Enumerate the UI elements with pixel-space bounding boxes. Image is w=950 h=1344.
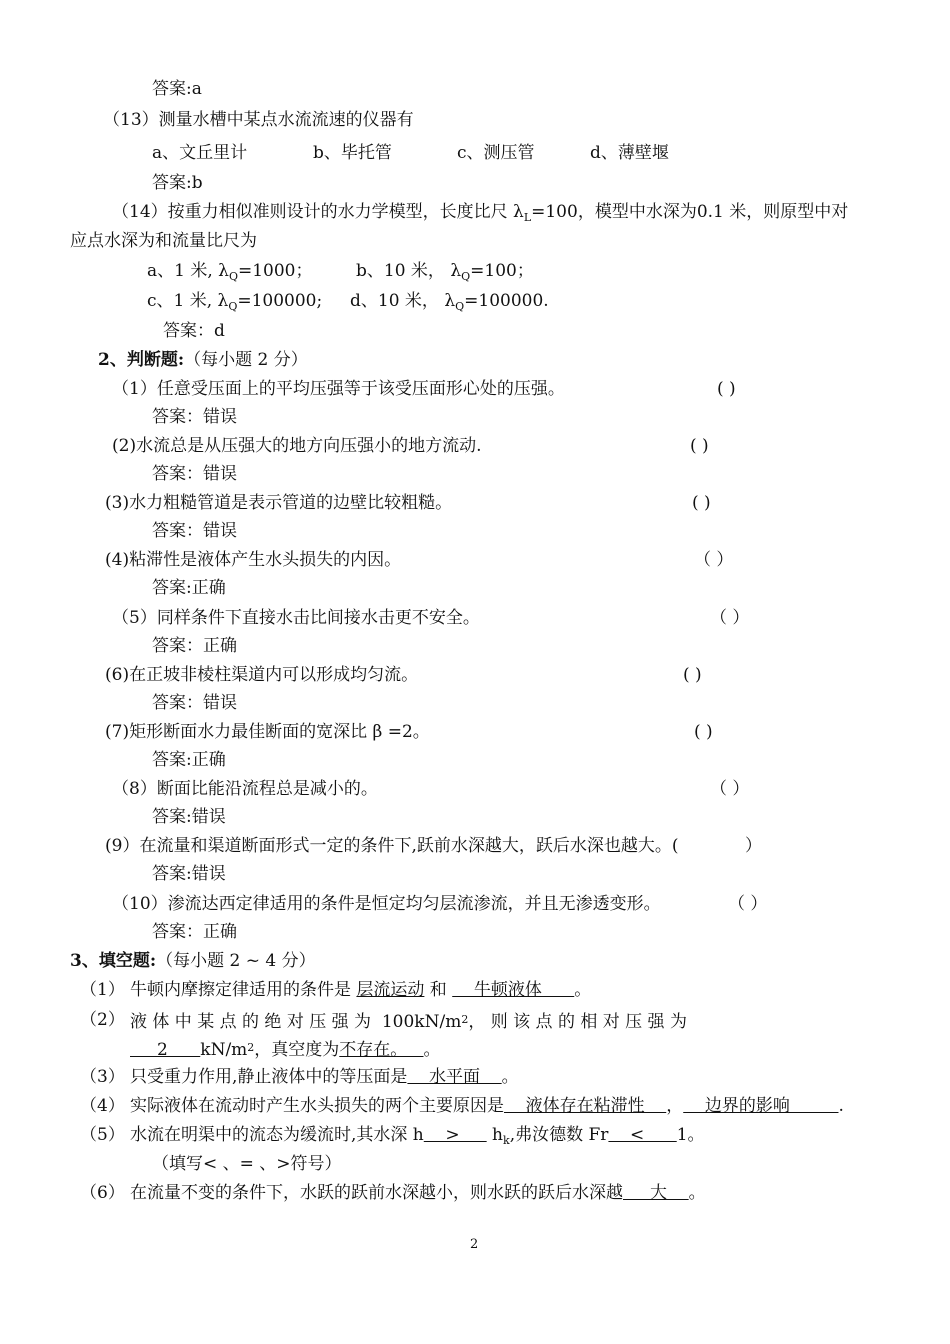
q14-option-a bbox=[147, 260, 312, 288]
section3-title: 3、填空题: bbox=[70, 951, 157, 971]
q13-stem: （13）测量水槽中某点水流流速的仪器有 bbox=[103, 110, 414, 130]
judge-item-paren: ( ) bbox=[694, 722, 713, 742]
section2-title: 2、判断题: bbox=[98, 350, 185, 370]
fill-answer: < bbox=[608, 1125, 677, 1145]
fill-answer: 大 bbox=[623, 1183, 689, 1203]
fill-subscript: k bbox=[503, 1134, 510, 1147]
fill-text: ，真空度为 bbox=[254, 1040, 340, 1060]
fill-item-2-line2 bbox=[130, 1037, 441, 1061]
q14-stem-part1: （14）按重力相似准则设计的水力学模型，长度比尺 λ bbox=[112, 202, 524, 222]
q14-option-c-post: =100000; bbox=[237, 291, 323, 311]
judge-item-paren: （ ） bbox=[710, 779, 750, 799]
q14-stem-part2: =100，模型中水深为0.1 米，则原型中对 bbox=[531, 202, 849, 222]
judge-item-paren: ( ) bbox=[692, 493, 711, 513]
judge-item-paren: ( ) bbox=[717, 379, 736, 399]
fill-answer: 2 bbox=[130, 1040, 201, 1060]
judge-item-answer: 答案：正确 bbox=[152, 636, 237, 656]
q13-option-d: d、薄壁堰 bbox=[590, 143, 669, 163]
q14-option-d bbox=[350, 290, 549, 318]
q13-answer: 答案:b bbox=[152, 173, 203, 193]
judge-item-answer: 答案：错误 bbox=[152, 407, 237, 427]
judge-item-answer: 答案：错误 bbox=[152, 521, 237, 541]
judge-item-answer: 答案:正确 bbox=[152, 750, 226, 770]
q13-option-b: b、毕托管 bbox=[313, 143, 392, 163]
fill-superscript: 2 bbox=[461, 1013, 469, 1026]
fill-text: h bbox=[486, 1125, 504, 1145]
fill-text: ， 则 该 点 的 相 对 压 强 为 bbox=[468, 1012, 687, 1032]
q12-answer: 答案:a bbox=[152, 79, 202, 99]
section2-note: （每小题 2 分） bbox=[184, 350, 308, 370]
fill-text: ,弗汝德数 Fr bbox=[509, 1125, 609, 1145]
fill-text: 。 bbox=[423, 1040, 441, 1060]
judge-item-text: （1）任意受压面上的平均压强等于该受压面形心处的压强。 bbox=[112, 379, 565, 399]
judge-item-answer: 答案：错误 bbox=[152, 693, 237, 713]
page-number: 2 bbox=[470, 1237, 479, 1252]
judge-item-paren: ( ) bbox=[683, 665, 702, 685]
judge-item-text: (6)在正坡非棱柱渠道内可以形成均匀流。 bbox=[105, 665, 419, 685]
q14-option-c-pre: c、1 米, λ bbox=[147, 291, 229, 311]
fill-text: 液 体 中 某 点 的 绝 对 压 强 为 100kN/m bbox=[130, 1012, 462, 1032]
fill-item-3 bbox=[130, 1066, 519, 1088]
judge-item-paren: （ ） bbox=[728, 894, 768, 914]
q14-option-b-post: =100； bbox=[470, 261, 534, 281]
fill-text: kN/m bbox=[200, 1040, 248, 1060]
fill-answer: 边界的影响 bbox=[683, 1096, 839, 1116]
q13-option-c: c、测压管 bbox=[457, 143, 535, 163]
fill-item-6 bbox=[130, 1182, 706, 1204]
judge-item-answer: 答案:正确 bbox=[152, 578, 226, 598]
judge-item-text: (4)粘滞性是液体产生水头损失的内因。 bbox=[105, 550, 402, 570]
q14-option-d-sub: Q bbox=[455, 300, 465, 313]
section3-heading bbox=[70, 950, 316, 972]
judge-item-paren: ） bbox=[745, 836, 762, 856]
q14-option-c bbox=[147, 290, 322, 318]
fill-text: 只受重力作用,静止液体中的等压面是 bbox=[130, 1067, 408, 1087]
judge-item-paren: （ ） bbox=[694, 550, 734, 570]
judge-item-text: (2)水流总是从压强大的地方向压强小的地方流动. bbox=[112, 436, 482, 456]
judge-item-text: (7)矩形断面水力最佳断面的宽深比 β =2。 bbox=[105, 722, 430, 742]
fill-item-4 bbox=[130, 1095, 844, 1117]
q14-stem-subscript: L bbox=[523, 211, 532, 224]
q14-option-d-post: =100000. bbox=[464, 291, 549, 311]
fill-text: ， bbox=[666, 1096, 684, 1116]
fill-text: 1。 bbox=[676, 1125, 705, 1145]
fill-text: 实际液体在流动时产生水头损失的两个主要原因是 bbox=[130, 1096, 504, 1116]
fill-text: 和 bbox=[424, 980, 453, 1000]
fill-text: 水流在明渠中的流态为缓流时,其水深 h bbox=[130, 1125, 424, 1145]
judge-item-answer: 答案：错误 bbox=[152, 464, 237, 484]
judge-item-paren: （ ） bbox=[710, 608, 750, 628]
judge-item-answer: 答案：正确 bbox=[152, 922, 237, 942]
fill-text: 。 bbox=[688, 1183, 706, 1203]
fill-item-5-hint: （填写< 、= 、>符号） bbox=[152, 1154, 342, 1174]
judge-item-answer: 答案:错误 bbox=[152, 807, 226, 827]
q14-stem-continued: 应点水深为和流量比尺为 bbox=[70, 231, 257, 251]
fill-item-number: （4） bbox=[80, 1096, 125, 1116]
fill-text: 在流量不变的条件下，水跃的跃前水深越小，则水跃的跃后水深越 bbox=[130, 1183, 623, 1203]
fill-item-1 bbox=[130, 979, 591, 1001]
section2-heading bbox=[98, 349, 308, 371]
fill-text: . bbox=[838, 1096, 844, 1116]
fill-item-number: （6） bbox=[80, 1183, 125, 1203]
q14-option-a-post: =1000； bbox=[237, 261, 313, 281]
judge-item-text: （5）同样条件下直接水击比间接水击更不安全。 bbox=[112, 608, 480, 628]
q14-answer: 答案：d bbox=[163, 321, 225, 341]
fill-answer: 水平面 bbox=[407, 1067, 502, 1087]
q14-option-c-sub: Q bbox=[228, 300, 238, 313]
fill-answer: 不存在。 bbox=[339, 1040, 424, 1060]
q14-option-d-pre: d、10 米， λ bbox=[350, 291, 456, 311]
fill-item-number: （5） bbox=[80, 1125, 125, 1145]
q14-option-b-pre: b、10 米， λ bbox=[356, 261, 462, 281]
fill-item-number: （1） bbox=[80, 980, 125, 1000]
judge-item-paren: ( ) bbox=[690, 436, 709, 456]
judge-item-text: (9）在流量和渠道断面形式一定的条件下,跃前水深越大，跃后水深也越大。( bbox=[105, 836, 679, 856]
q14-option-b bbox=[356, 260, 534, 288]
fill-answer: > bbox=[423, 1125, 487, 1145]
fill-item-5 bbox=[130, 1124, 705, 1152]
q14-option-a-pre: a、1 米, λ bbox=[147, 261, 229, 281]
fill-item-number: （2） bbox=[80, 1010, 125, 1030]
fill-text: 。 bbox=[501, 1067, 519, 1087]
fill-superscript: 2 bbox=[247, 1041, 255, 1054]
q14-option-a-sub: Q bbox=[228, 270, 238, 283]
fill-answer: 层流运动 bbox=[356, 980, 425, 1000]
judge-item-text: （10）渗流达西定律适用的条件是恒定均匀层流渗流，并且无渗透变形。 bbox=[112, 894, 661, 914]
section3-note: （每小题 2 ~ 4 分） bbox=[156, 951, 316, 971]
fill-answer: 牛顿液体 bbox=[452, 980, 575, 1000]
fill-answer: 液体存在粘滞性 bbox=[504, 1096, 667, 1116]
q14-stem bbox=[112, 201, 848, 229]
judge-item-text: (3)水力粗糙管道是表示管道的边壁比较粗糙。 bbox=[105, 493, 453, 513]
fill-text: 。 bbox=[574, 980, 592, 1000]
judge-item-answer: 答案:错误 bbox=[152, 864, 226, 884]
fill-item-number: （3） bbox=[80, 1067, 125, 1087]
q13-option-a: a、文丘里计 bbox=[152, 143, 248, 163]
q14-option-b-sub: Q bbox=[461, 270, 471, 283]
fill-text: 牛顿内摩擦定律适用的条件是 bbox=[130, 980, 357, 1000]
fill-item-2-line1 bbox=[130, 1009, 905, 1033]
judge-item-text: （8）断面比能沿流程总是减小的。 bbox=[112, 779, 378, 799]
